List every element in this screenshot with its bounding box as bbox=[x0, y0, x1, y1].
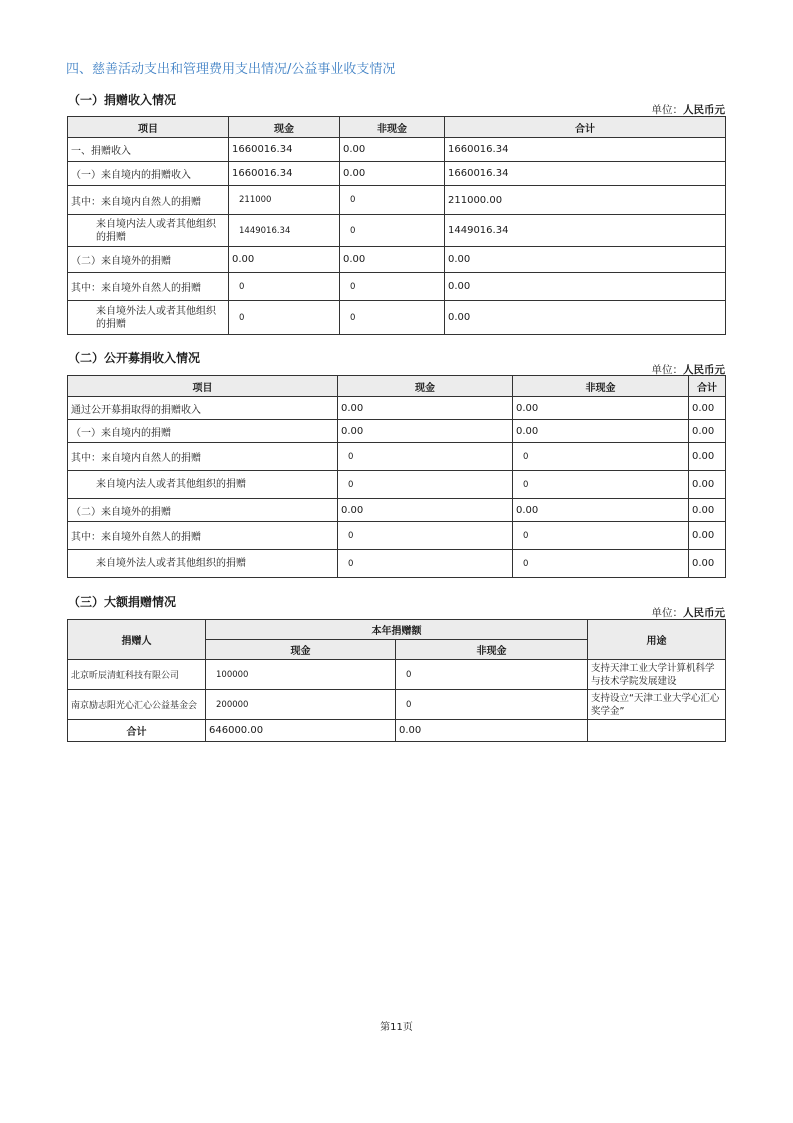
row-noncash: 0.00 bbox=[513, 420, 689, 443]
row-noncash: 0 bbox=[340, 186, 445, 215]
row-item: （一）来自境内的捐赠 bbox=[68, 420, 338, 443]
unit-value: 人民币元 bbox=[683, 104, 725, 116]
row-purpose: 支持设立“天津工业大学心汇心奖学金” bbox=[588, 690, 726, 720]
row-total: 0.00 bbox=[445, 301, 726, 335]
table-row bbox=[68, 138, 726, 162]
row-cash: 0 bbox=[229, 273, 340, 301]
row-total: 0.00 bbox=[689, 499, 726, 522]
row-item: 来自境外法人或者其他组织的捐赠 bbox=[68, 301, 229, 335]
row-noncash: 0 bbox=[340, 301, 445, 335]
table-row bbox=[68, 690, 726, 720]
header-total: 合计 bbox=[689, 376, 726, 397]
total-cash: 646000.00 bbox=[206, 720, 396, 742]
row-total: 0.00 bbox=[445, 247, 726, 273]
row-item: 其中：来自境外自然人的捐赠 bbox=[68, 273, 229, 301]
row-cash: 0 bbox=[338, 443, 513, 471]
row-cash: 100000 bbox=[206, 660, 396, 690]
header-noncash: 非现金 bbox=[396, 640, 588, 660]
unit-label: 单位： bbox=[651, 104, 683, 116]
row-total: 1449016.34 bbox=[445, 215, 726, 247]
row-total: 0.00 bbox=[689, 420, 726, 443]
public-fundraising-table bbox=[67, 375, 726, 578]
page-number: 第11页 bbox=[380, 1022, 413, 1033]
table-row bbox=[68, 443, 726, 471]
row-noncash: 0.00 bbox=[513, 397, 689, 420]
header-purpose: 用途 bbox=[588, 620, 726, 660]
table-row bbox=[68, 420, 726, 443]
row-noncash: 0 bbox=[513, 550, 689, 578]
section1-title: （一）捐赠收入情况 bbox=[68, 93, 177, 107]
row-noncash: 0 bbox=[340, 273, 445, 301]
total-label: 合计 bbox=[68, 720, 206, 742]
row-donor: 南京励志阳光心汇心公益基金会 bbox=[68, 690, 206, 720]
row-item: 其中：来自境外自然人的捐赠 bbox=[68, 522, 338, 550]
table-row bbox=[68, 273, 726, 301]
row-noncash: 0 bbox=[513, 522, 689, 550]
row-item: 其中：来自境内自然人的捐赠 bbox=[68, 186, 229, 215]
row-cash: 1449016.34 bbox=[229, 215, 340, 247]
row-cash: 0 bbox=[338, 522, 513, 550]
row-cash: 1660016.34 bbox=[229, 138, 340, 162]
header-item: 项目 bbox=[68, 376, 338, 397]
table-row bbox=[68, 397, 726, 420]
row-cash: 0.00 bbox=[338, 499, 513, 522]
header-noncash: 非现金 bbox=[513, 376, 689, 397]
section1-unit bbox=[652, 102, 726, 117]
row-cash: 0.00 bbox=[338, 397, 513, 420]
row-cash: 200000 bbox=[206, 690, 396, 720]
row-noncash: 0.00 bbox=[340, 138, 445, 162]
row-total: 0.00 bbox=[689, 550, 726, 578]
header-noncash: 非现金 bbox=[340, 117, 445, 138]
unit-value: 人民币元 bbox=[683, 364, 725, 376]
table-row bbox=[68, 162, 726, 186]
row-cash: 0 bbox=[338, 550, 513, 578]
section3-unit bbox=[652, 605, 726, 620]
row-total: 1660016.34 bbox=[445, 138, 726, 162]
unit-label: 单位： bbox=[651, 607, 683, 619]
donation-income-table bbox=[67, 116, 726, 335]
header-cash: 现金 bbox=[206, 640, 396, 660]
row-donor: 北京昕辰清虹科技有限公司 bbox=[68, 660, 206, 690]
table-row bbox=[68, 471, 726, 499]
header-item: 项目 bbox=[68, 117, 229, 138]
row-total: 1660016.34 bbox=[445, 162, 726, 186]
header-cash: 现金 bbox=[338, 376, 513, 397]
header-donor: 捐赠人 bbox=[68, 620, 206, 660]
row-cash: 0 bbox=[229, 301, 340, 335]
row-item: 其中：来自境内自然人的捐赠 bbox=[68, 443, 338, 471]
row-cash: 0.00 bbox=[229, 247, 340, 273]
table-row bbox=[68, 186, 726, 215]
row-item: 来自境内法人或者其他组织的捐赠 bbox=[68, 471, 338, 499]
page-heading: 四、慈善活动支出和管理费用支出情况/公益事业收支情况 bbox=[66, 62, 396, 77]
row-purpose: 支持天津工业大学计算机科学与技术学院发展建设 bbox=[588, 660, 726, 690]
row-total: 0.00 bbox=[689, 443, 726, 471]
large-donation-table bbox=[67, 619, 726, 742]
row-total: 0.00 bbox=[445, 273, 726, 301]
row-noncash: 0.00 bbox=[340, 162, 445, 186]
row-cash: 211000 bbox=[229, 186, 340, 215]
row-noncash: 0.00 bbox=[340, 247, 445, 273]
row-item: （二）来自境外的捐赠 bbox=[68, 499, 338, 522]
table-row bbox=[68, 522, 726, 550]
row-total: 211000.00 bbox=[445, 186, 726, 215]
row-noncash: 0 bbox=[396, 660, 588, 690]
header-total: 合计 bbox=[445, 117, 726, 138]
row-noncash: 0 bbox=[340, 215, 445, 247]
row-item: 一、捐赠收入 bbox=[68, 138, 229, 162]
unit-label: 单位： bbox=[651, 364, 683, 376]
table-row bbox=[68, 215, 726, 247]
table-row bbox=[68, 550, 726, 578]
section3-title: （三）大额捐赠情况 bbox=[68, 595, 177, 609]
row-item: （二）来自境外的捐赠 bbox=[68, 247, 229, 273]
row-item: （一）来自境内的捐赠收入 bbox=[68, 162, 229, 186]
table-row bbox=[68, 301, 726, 335]
total-purpose bbox=[588, 720, 726, 742]
table-row bbox=[68, 660, 726, 690]
section2-title: （二）公开募捐收入情况 bbox=[68, 351, 201, 365]
table-row bbox=[68, 247, 726, 273]
row-item: 来自境内法人或者其他组织的捐赠 bbox=[68, 215, 229, 247]
row-noncash: 0 bbox=[513, 443, 689, 471]
unit-value: 人民币元 bbox=[683, 607, 725, 619]
header-cash: 现金 bbox=[229, 117, 340, 138]
row-item: 来自境外法人或者其他组织的捐赠 bbox=[68, 550, 338, 578]
row-noncash: 0 bbox=[513, 471, 689, 499]
row-item: 通过公开募捐取得的捐赠收入 bbox=[68, 397, 338, 420]
header-annual-amount: 本年捐赠额 bbox=[206, 620, 588, 640]
row-total: 0.00 bbox=[689, 522, 726, 550]
row-total: 0.00 bbox=[689, 397, 726, 420]
row-cash: 0 bbox=[338, 471, 513, 499]
total-noncash: 0.00 bbox=[396, 720, 588, 742]
row-cash: 1660016.34 bbox=[229, 162, 340, 186]
row-total: 0.00 bbox=[689, 471, 726, 499]
row-noncash: 0 bbox=[396, 690, 588, 720]
row-noncash: 0.00 bbox=[513, 499, 689, 522]
row-cash: 0.00 bbox=[338, 420, 513, 443]
table-row bbox=[68, 499, 726, 522]
table-total-row bbox=[68, 720, 726, 742]
